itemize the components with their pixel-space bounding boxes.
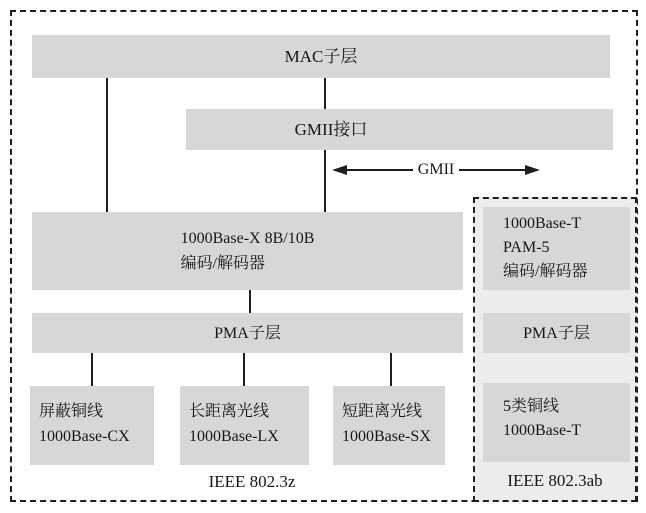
media-sx-line2: 1000Base-SX <box>342 428 431 445</box>
media-cx-line1: 屏蔽铜线 <box>39 403 104 420</box>
mac-sublayer-label: MAC子层 <box>284 47 358 66</box>
arrow-shaft-right <box>459 169 525 171</box>
connector-pma-to-sx <box>390 353 392 386</box>
media-1000base-t-box <box>483 383 630 462</box>
connector-pma-to-cx <box>91 353 93 386</box>
gmii-interface-label: GMII接口 <box>294 120 368 139</box>
pma-sublayer-left-box <box>32 313 463 353</box>
arrowhead-left-icon <box>332 165 347 175</box>
mac-sublayer-box <box>32 35 610 78</box>
ieee-8023z-label: IEEE 802.3z <box>208 472 296 491</box>
encoder-t-line3: 编码/解码器 <box>503 263 588 280</box>
encoder-t-line2: PAM-5 <box>503 239 550 256</box>
ieee-8023ab-label: IEEE 802.3ab <box>507 471 603 490</box>
gmii-interface-box <box>186 109 613 150</box>
pma-sublayer-left-label: PMA子层 <box>214 324 281 342</box>
media-1000base-cx-box <box>30 386 154 465</box>
media-1000base-sx-box <box>333 386 445 465</box>
connector-mac-to-encoder <box>106 78 108 212</box>
encoder-1000base-x-text <box>181 226 315 276</box>
gmii-arrow <box>332 162 540 178</box>
connector-encoder-to-pma <box>249 290 251 313</box>
pma-sublayer-right-label: PMA子层 <box>523 324 590 342</box>
media-cx-line2: 1000Base-CX <box>39 428 130 445</box>
arrowhead-right-icon <box>525 165 540 175</box>
encoder-x-line1: 1000Base-X 8B/10B <box>180 230 315 247</box>
gmii-arrow-label: GMII <box>417 161 455 178</box>
media-lx-line2: 1000Base-LX <box>189 428 279 445</box>
media-lx-line1: 长距离光线 <box>189 403 270 420</box>
media-t-line1: 5类铜线 <box>503 398 560 415</box>
encoder-x-line2: 编码/解码器 <box>180 255 266 272</box>
ieee-8023ab-panel <box>473 197 637 502</box>
media-1000base-lx-box <box>180 386 309 465</box>
encoder-t-line1: 1000Base-T <box>503 215 582 232</box>
connector-mac-to-gmii <box>324 78 326 109</box>
pma-sublayer-right-box <box>483 313 630 353</box>
connector-pma-to-lx <box>243 353 245 386</box>
connector-gmii-to-encoder <box>324 150 326 212</box>
media-sx-line1: 短距离光线 <box>342 403 423 420</box>
encoder-1000base-x-box <box>32 212 463 290</box>
arrow-shaft-left <box>347 169 413 171</box>
media-t-line2: 1000Base-T <box>503 422 582 439</box>
encoder-1000base-t-box <box>483 207 630 290</box>
